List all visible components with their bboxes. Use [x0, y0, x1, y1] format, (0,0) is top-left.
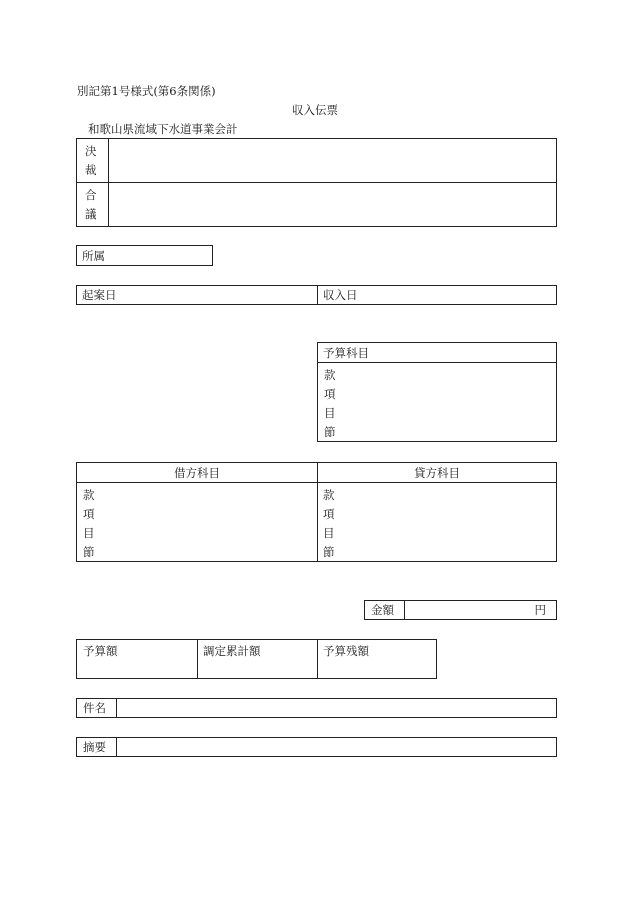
credit-rows: 款 項 目 節	[323, 488, 335, 559]
remaining-budget-label: 予算残額	[323, 644, 369, 658]
gougi-field[interactable]	[109, 183, 556, 226]
debit-rows: 款 項 目 節	[83, 488, 95, 559]
subject-label: 件名	[83, 701, 106, 715]
form-reference: 別記第1号様式(第6条関係)	[77, 84, 216, 98]
kessai-field[interactable]	[109, 139, 556, 182]
gougi-label: 合 議	[85, 188, 97, 221]
approval-table	[76, 138, 557, 227]
amount-label: 金額	[371, 603, 394, 617]
affiliation-label: 所属	[82, 249, 105, 263]
dates-row	[76, 285, 557, 305]
budget-item-rows: 款 項 目 節	[324, 368, 336, 439]
credit-header: 貸方科目	[414, 466, 460, 480]
affiliation-field[interactable]	[76, 245, 213, 266]
subject-field[interactable]	[76, 698, 557, 718]
organization-name: 和歌山県流域下水道事業会計	[88, 122, 238, 136]
draft-date-label: 起案日	[82, 288, 117, 302]
budget-summary-table	[76, 639, 437, 679]
summary-label: 摘要	[83, 740, 106, 754]
cumulative-adjusted-label: 調定累計額	[203, 644, 261, 658]
budget-amount-label: 予算額	[83, 644, 118, 658]
amount-unit: 円	[534, 603, 546, 617]
summary-field[interactable]	[76, 737, 557, 757]
receipt-date-label: 収入日	[323, 288, 358, 302]
kessai-label: 決 裁	[85, 144, 97, 177]
form-title: 収入伝票	[292, 103, 338, 117]
budget-item-header: 予算科目	[323, 346, 369, 360]
budget-item-table	[317, 342, 557, 442]
amount-field[interactable]	[364, 600, 557, 620]
debit-credit-table	[76, 462, 557, 562]
debit-header: 借方科目	[174, 466, 220, 480]
